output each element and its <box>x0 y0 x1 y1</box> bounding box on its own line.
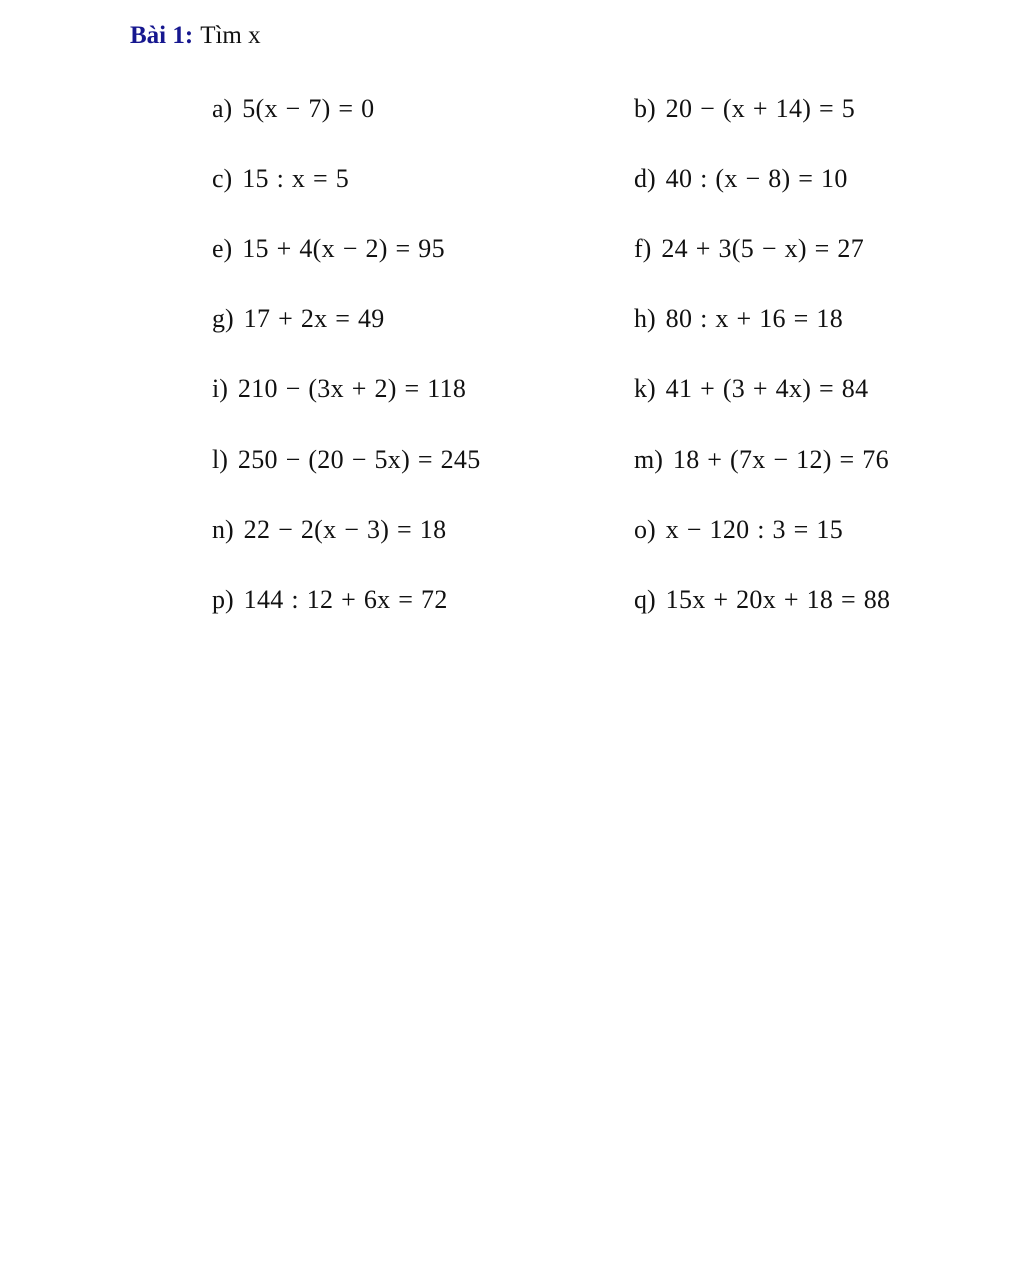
problem-expression: 18 + (7x − 12) = 76 <box>672 445 889 474</box>
problem-expression: 250 − (20 − 5x) = 245 <box>237 445 481 474</box>
problem-expression: 20 − (x + 14) = 5 <box>665 94 856 123</box>
problem-letter: m) <box>634 445 663 474</box>
problem-a <box>212 92 374 126</box>
problem-expression: x − 120 : 3 = 15 <box>665 515 844 544</box>
problem-expression: 5(x − 7) = 0 <box>242 94 375 123</box>
problem-q <box>634 583 890 617</box>
problem-g <box>212 302 385 336</box>
problem-letter: q) <box>634 585 656 614</box>
problem-l <box>212 443 481 477</box>
problem-expression: 17 + 2x = 49 <box>243 304 385 333</box>
problem-letter: a) <box>212 94 233 123</box>
exercise-task: Tìm x <box>200 22 261 49</box>
problem-p <box>212 583 448 617</box>
problem-letter: p) <box>212 585 234 614</box>
problem-expression: 15 : x = 5 <box>242 164 350 193</box>
problem-expression: 24 + 3(5 − x) = 27 <box>661 234 865 263</box>
problem-n <box>212 513 446 547</box>
problem-o <box>634 513 843 547</box>
problem-letter: k) <box>634 374 656 403</box>
problem-expression: 22 − 2(x − 3) = 18 <box>243 515 447 544</box>
exercise-number: Bài 1: <box>130 22 194 49</box>
problem-i <box>212 372 466 406</box>
problem-expression: 210 − (3x + 2) = 118 <box>237 374 467 403</box>
problem-letter: n) <box>212 515 234 544</box>
problem-b <box>634 92 855 126</box>
problem-e <box>212 232 445 266</box>
problem-letter: d) <box>634 164 656 193</box>
problem-letter: c) <box>212 164 233 193</box>
problem-letter: l) <box>212 445 228 474</box>
problem-k <box>634 372 868 406</box>
problem-expression: 144 : 12 + 6x = 72 <box>243 585 448 614</box>
problem-m <box>634 443 889 477</box>
problem-letter: h) <box>634 304 656 333</box>
problem-letter: g) <box>212 304 234 333</box>
problem-letter: e) <box>212 234 233 263</box>
problem-letter: b) <box>634 94 656 123</box>
problem-expression: 15x + 20x + 18 = 88 <box>665 585 891 614</box>
problem-expression: 40 : (x − 8) = 10 <box>665 164 848 193</box>
problem-d <box>634 162 848 196</box>
problem-h <box>634 302 843 336</box>
problem-c <box>212 162 349 196</box>
problem-letter: f) <box>634 234 652 263</box>
problem-letter: i) <box>212 374 228 403</box>
problem-expression: 80 : x + 16 = 18 <box>665 304 844 333</box>
exercise-heading <box>130 20 261 52</box>
problem-letter: o) <box>634 515 656 544</box>
problem-expression: 41 + (3 + 4x) = 84 <box>665 374 869 403</box>
problem-f <box>634 232 864 266</box>
problem-expression: 15 + 4(x − 2) = 95 <box>242 234 445 263</box>
